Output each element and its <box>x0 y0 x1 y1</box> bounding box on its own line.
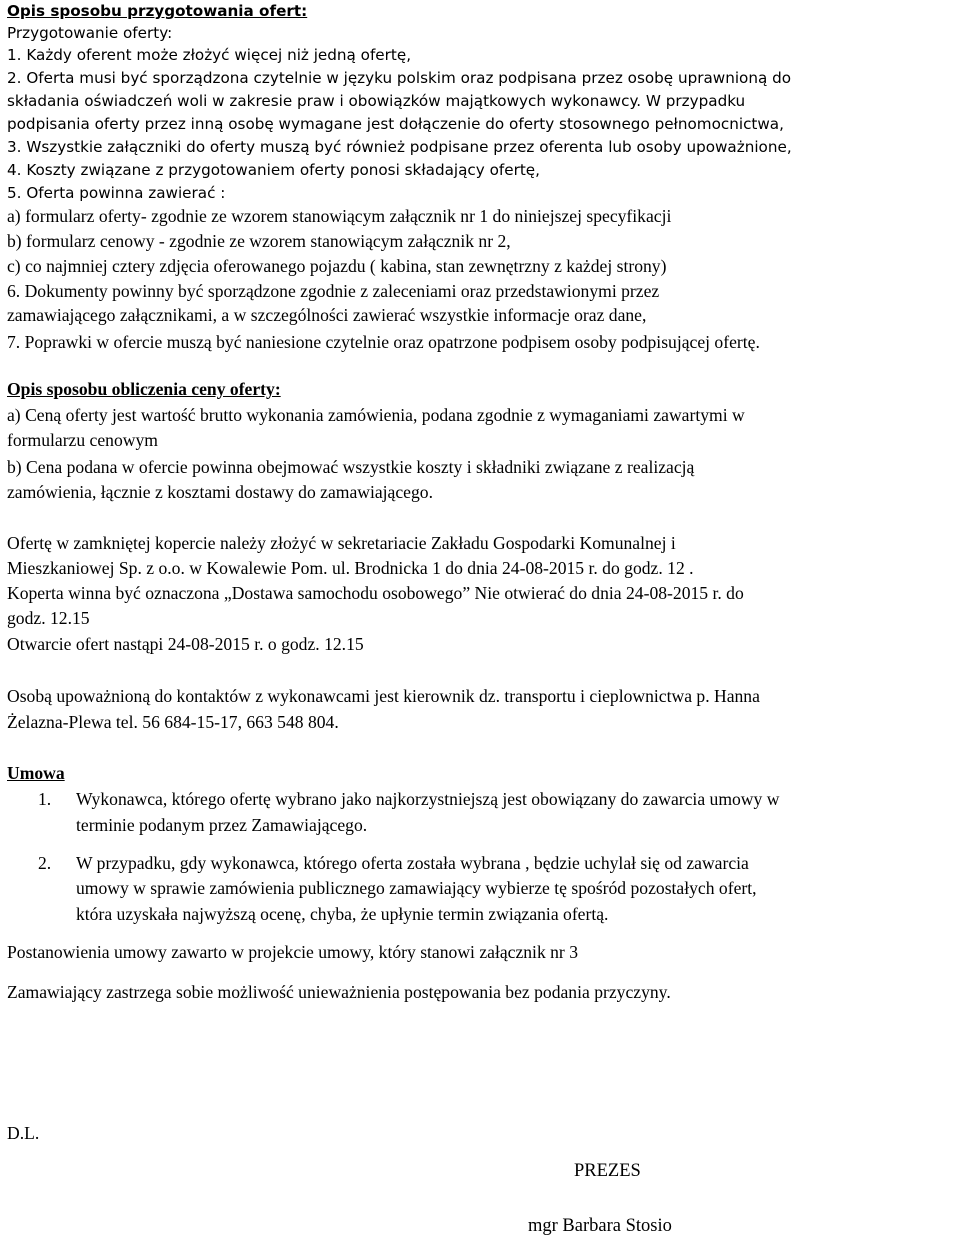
list-item-number: 2. <box>38 853 52 873</box>
paragraph-line: 5. Oferta powinna zawierać : <box>7 184 226 202</box>
paragraph-line: c) co najmniej cztery zdjęcia oferowanego pojazdu ( kabina, stan zewnętrzny z każdej strony) <box>7 256 667 276</box>
paragraph-line: zamawiającego załącznikami, a w szczególności zawierać wszystkie informacje oraz dane, <box>7 305 647 325</box>
paragraph-line: Osobą upoważnioną do kontaktów z wykonawcami jest kierownik dz. transportu i cieplownictwa p. Hanna <box>7 686 760 706</box>
paragraph-line: Ofertę w zamkniętej kopercie należy złożyć w sekretariacie Zakładu Gospodarki Komunalnej i <box>7 533 676 553</box>
paragraph-line: 3. Wszystkie załączniki do oferty muszą być również podpisane przez oferenta lub osoby upoważnione, <box>7 138 792 156</box>
paragraph-line: podpisania oferty przez inną osobę wymagane jest dołączenie do oferty stosownego pełnomocnictwa, <box>7 115 784 133</box>
paragraph-line: 6. Dokumenty powinny być sporządzone zgodnie z zaleceniami oraz przedstawionymi przez <box>7 281 660 301</box>
signature-title: PREZES <box>574 1161 641 1181</box>
list-item-line: W przypadku, gdy wykonawca, którego oferta została wybrana , będzie uchylał się od zawarcia <box>76 853 749 873</box>
paragraph-line: Żelazna-Plewa tel. 56 684-15-17, 663 548 804. <box>7 712 339 732</box>
paragraph-line: składania oświadczeń woli w zakresie praw i obowiązków majątkowych wykonawcy. W przypadku <box>7 92 746 110</box>
list-item-number: 1. <box>38 789 52 809</box>
paragraph-line: formularzu cenowym <box>7 430 158 450</box>
paragraph-line: b) Cena podana w ofercie powinna obejmować wszystkie koszty i składniki związane z realizacją <box>7 457 695 477</box>
paragraph-line: 7. Poprawki w ofercie muszą być naniesione czytelnie oraz opatrzone podpisem osoby podpisującej ofertę. <box>7 332 760 352</box>
signature-initials: D.L. <box>7 1123 40 1143</box>
subheading-preparation: Przygotowanie oferty: <box>7 24 173 42</box>
paragraph-line: 2. Oferta musi być sporządzona czytelnie w języku polskim oraz podpisana przez osobę uprawnioną do <box>7 69 792 87</box>
paragraph-line: Mieszkaniowej Sp. z o.o. w Kowalewie Pom. ul. Brodnicka 1 do dnia 24-08-2015 r. do godz. 12 . <box>7 558 694 578</box>
provisions-text: Postanowienia umowy zawarto w projekcie umowy, który stanowi załącznik nr 3 <box>7 942 578 962</box>
paragraph-line: zamówienia, łącznie z kosztami dostawy do zamawiającego. <box>7 482 433 502</box>
paragraph-line: a) Ceną oferty jest wartość brutto wykonania zamówienia, podana zgodnie z wymaganiami zawartymi w <box>7 405 745 425</box>
list-item-line: terminie podanym przez Zamawiającego. <box>76 815 368 835</box>
list-item-line: umowy w sprawie zamówienia publicznego zamawiający wybierze tę spośród pozostałych ofert, <box>76 878 757 898</box>
signature-name: mgr Barbara Stosio <box>528 1216 672 1236</box>
paragraph-line: godz. 12.15 <box>7 608 90 628</box>
section-heading-preparation: Opis sposobu przygotowania ofert: <box>7 2 308 20</box>
section-heading-price: Opis sposobu obliczenia ceny oferty: <box>7 379 281 399</box>
paragraph-line: 4. Koszty związane z przygotowaniem oferty ponosi składający ofertę, <box>7 161 540 179</box>
section-heading-contract: Umowa <box>7 763 65 783</box>
paragraph-line: b) formularz cenowy - zgodnie ze wzorem stanowiącym załącznik nr 2, <box>7 231 511 251</box>
list-item-line: która uzyskała najwyższą ocenę, chyba, że upłynie termin związania ofertą. <box>76 904 609 924</box>
paragraph-line: 1. Każdy oferent może złożyć więcej niż jedną ofertę, <box>7 46 412 64</box>
list-item-line: Wykonawca, którego ofertę wybrano jako najkorzystniejszą jest obowiązany do zawarcia umowy w <box>76 789 780 809</box>
paragraph-line: a) formularz oferty- zgodnie ze wzorem stanowiącym załącznik nr 1 do niniejszej specyfikacji <box>7 206 672 226</box>
paragraph-line: Koperta winna być oznaczona „Dostawa samochodu osobowego” Nie otwierać do dnia 24-08-2015 r. do <box>7 583 744 603</box>
paragraph-line: Otwarcie ofert nastąpi 24-08-2015 r. o godz. 12.15 <box>7 634 364 654</box>
reservation-text: Zamawiający zastrzega sobie możliwość unieważnienia postępowania bez podania przyczyny. <box>7 982 671 1002</box>
